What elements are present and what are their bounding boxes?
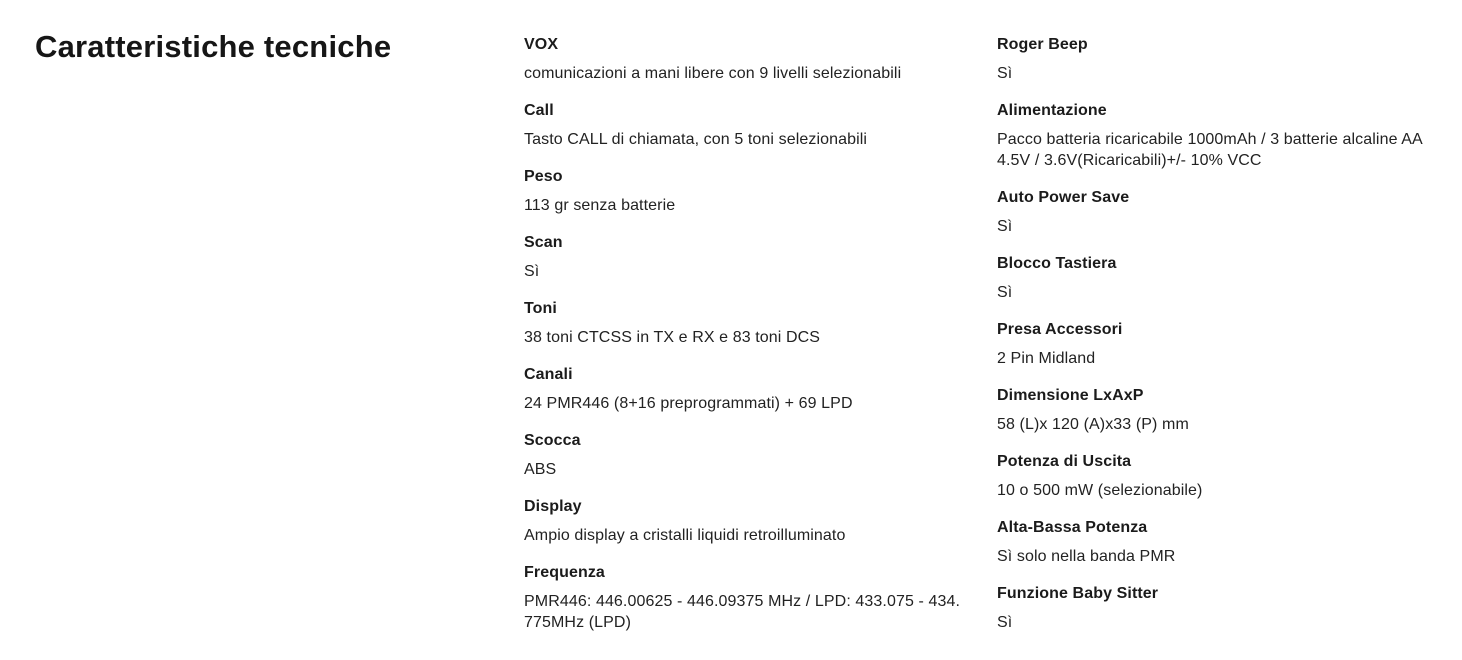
spec-item bbox=[997, 186, 1434, 237]
spec-label: Call bbox=[524, 102, 554, 119]
spec-value: PMR446: 446.00625 - 446.09375 MHz / LPD: 433.075 - 434.775MHz (LPD) bbox=[524, 593, 960, 631]
spec-label: Scocca bbox=[524, 432, 581, 449]
spec-label: Frequenza bbox=[524, 564, 605, 581]
spec-value: Sì solo nella banda PMR bbox=[997, 548, 1176, 565]
spec-item bbox=[524, 561, 961, 633]
spec-item bbox=[997, 516, 1434, 567]
spec-value: 10 o 500 mW (selezionabile) bbox=[997, 482, 1203, 499]
specs-column-2 bbox=[997, 28, 1434, 648]
spec-value: 2 Pin Midland bbox=[997, 350, 1096, 367]
spec-value: 38 toni CTCSS in TX e RX e 83 toni DCS bbox=[524, 329, 821, 346]
spec-label: Peso bbox=[524, 168, 563, 185]
spec-label: Scan bbox=[524, 234, 563, 251]
spec-label: Auto Power Save bbox=[997, 189, 1130, 206]
spec-value: Pacco batteria ricaricabile 1000mAh / 3 batterie alcaline AA 4.5V / 3.6V(Ricaricabili)+/- 10% VCC bbox=[997, 131, 1422, 169]
spec-label: Toni bbox=[524, 300, 557, 317]
spec-item bbox=[524, 363, 961, 414]
spec-value: 24 PMR446 (8+16 preprogrammati) + 69 LPD bbox=[524, 395, 853, 412]
spec-value: Ampio display a cristalli liquidi retroilluminato bbox=[524, 527, 846, 544]
spec-label: Canali bbox=[524, 366, 573, 383]
page-title: Caratteristiche tecniche bbox=[35, 29, 392, 64]
spec-item bbox=[997, 99, 1434, 171]
spec-value: Sì bbox=[997, 218, 1013, 235]
spec-value: ABS bbox=[524, 461, 557, 478]
spec-item bbox=[997, 450, 1434, 501]
spec-item bbox=[997, 582, 1434, 633]
spec-item bbox=[524, 429, 961, 480]
spec-item bbox=[524, 33, 961, 84]
spec-value: 58 (L)x 120 (A)x33 (P) mm bbox=[997, 416, 1189, 433]
spec-label: Roger Beep bbox=[997, 36, 1088, 53]
spec-label: VOX bbox=[524, 36, 559, 53]
spec-label: Display bbox=[524, 498, 582, 515]
spec-value: comunicazioni a mani libere con 9 livelli selezionabili bbox=[524, 65, 902, 82]
spec-value: Sì bbox=[524, 263, 540, 280]
spec-label: Dimensione LxAxP bbox=[997, 387, 1144, 404]
spec-label: Potenza di Uscita bbox=[997, 453, 1132, 470]
spec-label: Presa Accessori bbox=[997, 321, 1123, 338]
spec-item bbox=[524, 495, 961, 546]
spec-value: Sì bbox=[997, 65, 1013, 82]
spec-item bbox=[997, 33, 1434, 84]
spec-value: Tasto CALL di chiamata, con 5 toni selezionabili bbox=[524, 131, 868, 148]
spec-item bbox=[524, 297, 961, 348]
spec-item bbox=[524, 99, 961, 150]
spec-value: 113 gr senza batterie bbox=[524, 197, 676, 214]
spec-item bbox=[997, 318, 1434, 369]
specs-column-1 bbox=[524, 28, 961, 648]
spec-item bbox=[997, 384, 1434, 435]
spec-item bbox=[997, 252, 1434, 303]
spec-label: Funzione Baby Sitter bbox=[997, 585, 1159, 602]
spec-value: Sì bbox=[997, 614, 1013, 631]
spec-label: Blocco Tastiera bbox=[997, 255, 1117, 272]
spec-label: Alta-Bassa Potenza bbox=[997, 519, 1148, 536]
heading-area bbox=[35, 28, 524, 65]
spec-item bbox=[524, 165, 961, 216]
spec-item bbox=[524, 231, 961, 282]
spec-label: Alimentazione bbox=[997, 102, 1107, 119]
spec-value: Sì bbox=[997, 284, 1013, 301]
